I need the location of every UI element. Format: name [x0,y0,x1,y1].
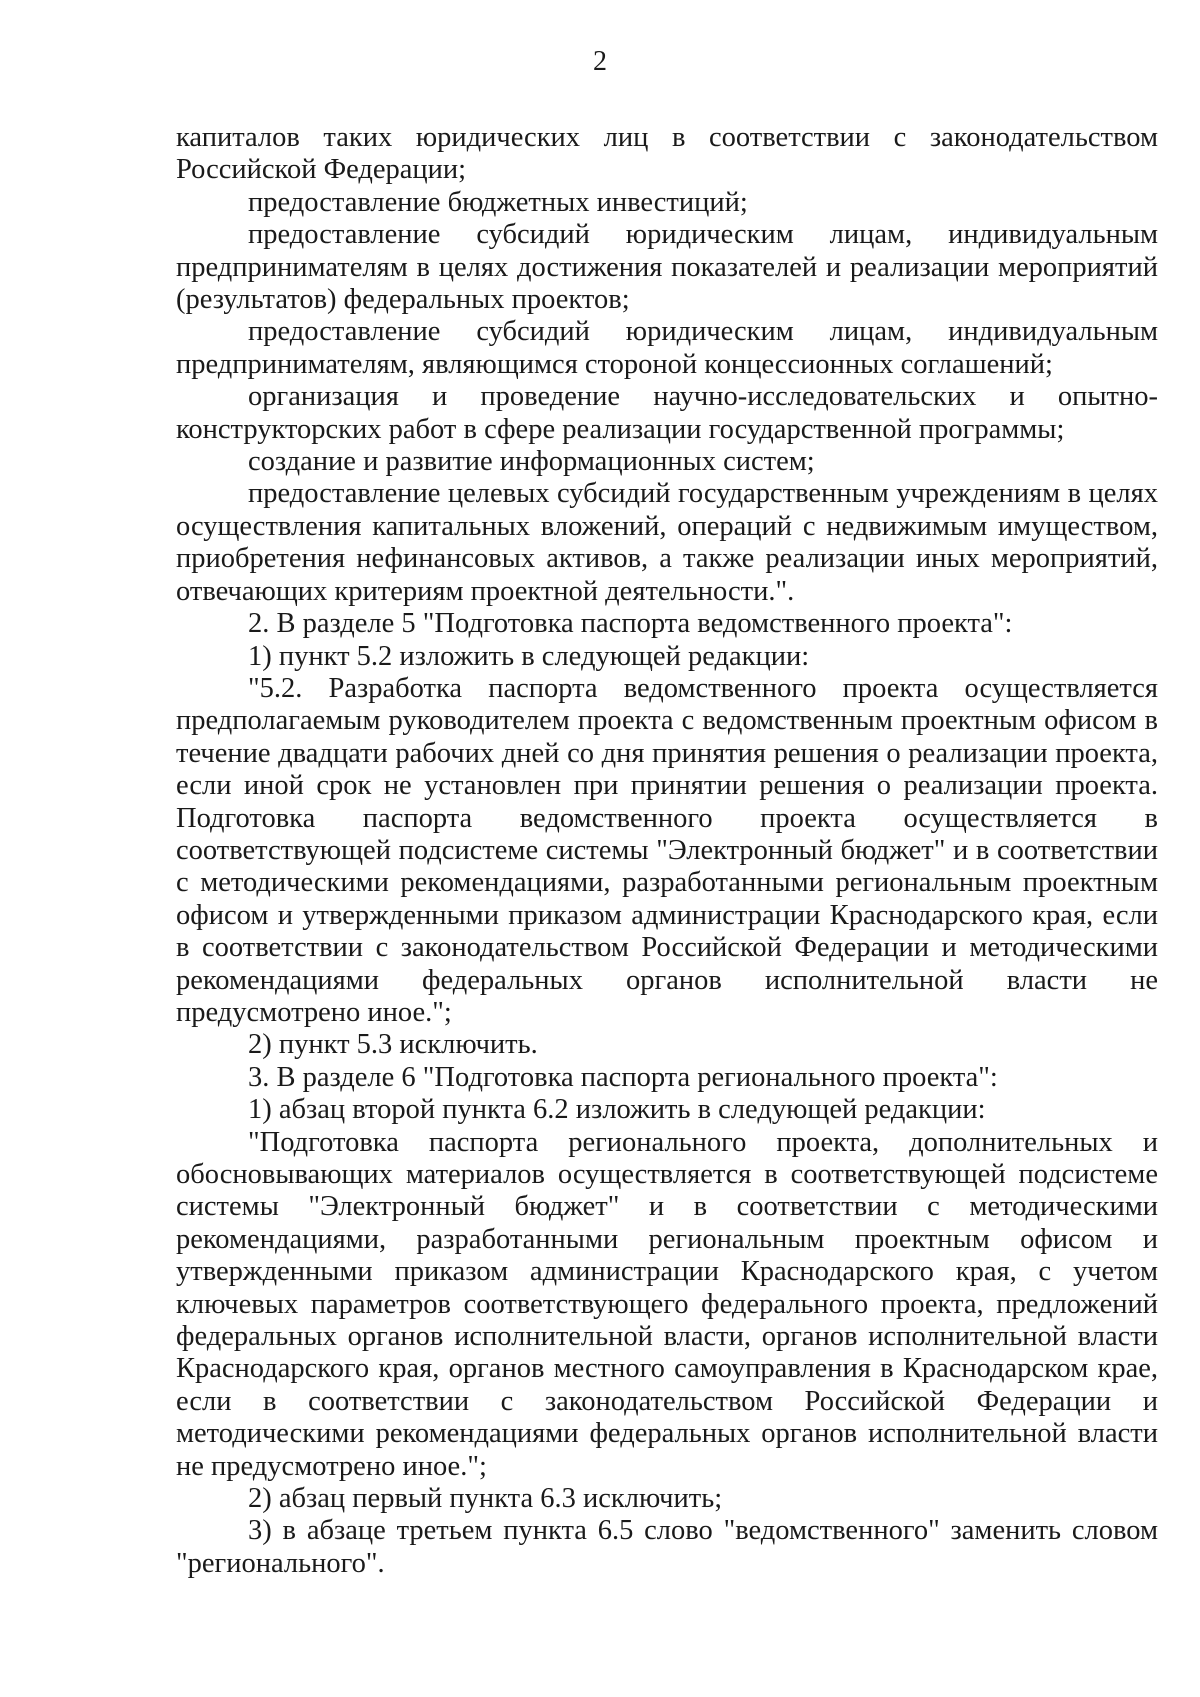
list-item-budget-investments: предоставление бюджетных инвестиций; [248,186,748,218]
item-6-3-instruction: 2) абзац первый пункта 6.3 исключить; [248,1483,723,1515]
list-item-research-works: организация и проведение научно-исследовательских и опытно-конструкторских работ в сфере реализации государственной программы; [176,381,1158,445]
page-number: 2 [593,46,607,77]
item-5-2-new-text: "5.2. Разработка паспорта ведомственного проекта осуществляется предполагаемым руководителем проекта с ведомственным проектным офисом в течение двадцати рабочих дней со дня принятия решения о реализации проекта, если иной срок не установлен при принятии решения о реализации проекта. Подготовка паспорта ведомственного проекта осуществляется в соответствующей подсистеме системы "Электронный бюджет" и в соответствии с методическими рекомендациями, разработанными региональным проектным офисом и утвержденными приказом администрации Краснодарского края, если в соответствии с законодательством Российской Федерации и методическими рекомендациями федеральных органов исполнительной власти не предусмотрено иное."; [176,672,1158,1028]
section-5-heading: 2. В разделе 5 "Подготовка паспорта ведомственного проекта": [248,608,1013,640]
item-6-2-instruction: 1) абзац второй пункта 6.2 изложить в следующей редакции: [248,1094,986,1126]
document-body [176,122,1158,1580]
item-6-5-instruction: 3) в абзаце третьем пункта 6.5 слово "ведомственного" заменить словом "регионального". [176,1515,1158,1579]
list-item-information-systems: создание и развитие информационных систем; [248,446,815,478]
item-6-2-new-text: "Подготовка паспорта регионального проекта, дополнительных и обосновывающих материалов осуществляется в соответствующей подсистеме системы "Электронный бюджет" и в соответствии с методическими рекомендациями, разработанными региональным проектным офисом и утвержденными приказом администрации Краснодарского края, с учетом ключевых параметров соответствующего федерального проекта, предложений федеральных органов исполнительной власти, органов исполнительной власти Краснодарского края, органов местного самоуправления в Краснодарском крае, если в соответствии с законодательством Российской Федерации и методическими рекомендациями федеральных органов исполнительной власти не предусмотрено иное."; [176,1126,1158,1482]
item-5-3-instruction: 2) пункт 5.3 исключить. [248,1029,538,1061]
item-5-2-instruction: 1) пункт 5.2 изложить в следующей редакции: [248,640,810,672]
list-item-subsidies-federal-projects: предоставление субсидий юридическим лицам, индивидуальным предпринимателям в целях достижения показателей и реализации мероприятий (результатов) федеральных проектов; [176,219,1158,316]
list-item-subsidies-concession: предоставление субсидий юридическим лицам, индивидуальным предпринимателям, являющимся стороной концессионных соглашений; [176,316,1158,380]
list-item-targeted-subsidies: предоставление целевых субсидий государственным учреждениям в целях осуществления капитальных вложений, операций с недвижимым имуществом, приобретения нефинансовых активов, а также реализации иных мероприятий, отвечающих критериям проектной деятельности.". [176,478,1158,607]
section-6-heading: 3. В разделе 6 "Подготовка паспорта регионального проекта": [248,1061,998,1093]
paragraph-continuation: капиталов таких юридических лиц в соответствии с законодательством Российской Федерации; [176,122,1158,186]
